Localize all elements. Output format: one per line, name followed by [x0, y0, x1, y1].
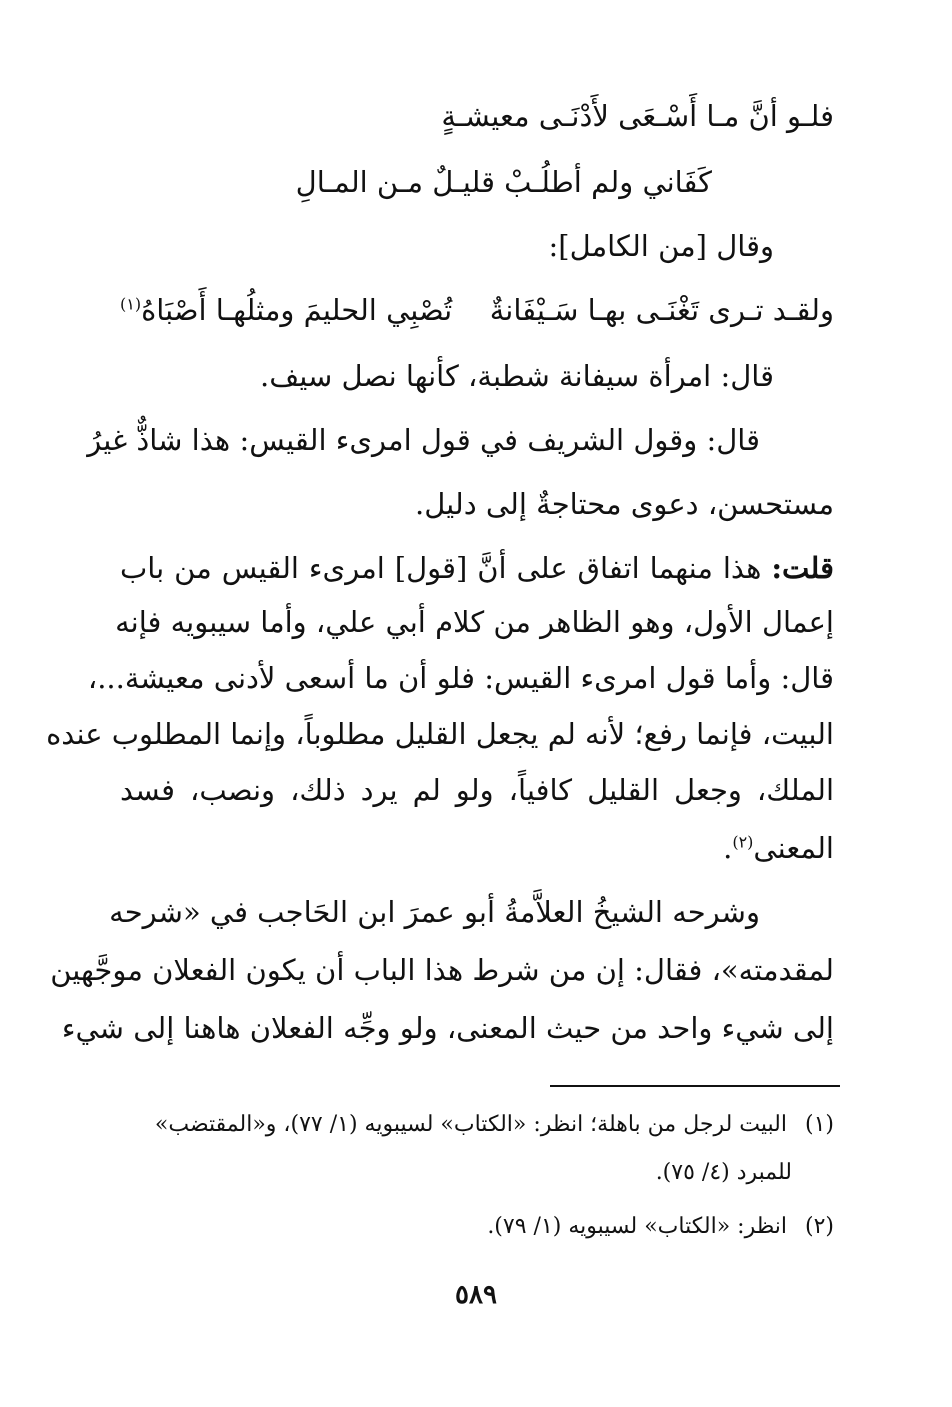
verse-line-1: فلـو أنَّ مـا أَسْـعَى لأَدْنَـى معيشـةٍ	[441, 99, 834, 133]
verse-hemistich-right: ولقـد تـرى تَغْنَـى بهـا سَـيْفَانةٌ	[489, 293, 834, 327]
body-line: البيت، فإنما رفع؛ لأنه لم يجعل القليل مطلوباً، وإنما المطلوب عنده	[46, 717, 834, 751]
footnote-ref-2: (٢)	[732, 832, 754, 852]
verse-hemistich-left-text: تُصْبِي الحليمَ ومثلُهـا أَصْبَاهُ	[141, 293, 453, 327]
footnote-number: (٢)	[804, 1214, 834, 1239]
footnote-separator	[550, 1085, 840, 1087]
verse-line-2: كَفَاني ولم أطلُـبْ قليـلٌ مـن المـالِ	[295, 165, 712, 199]
verse-hemistich-left	[120, 290, 452, 330]
footnote-ref-1: (١)	[120, 294, 142, 314]
body-line	[87, 420, 834, 460]
body-line	[109, 892, 834, 932]
verse-line-3	[120, 290, 834, 330]
body-line	[120, 548, 834, 588]
body-line-text: المعنى	[753, 831, 834, 865]
body-line-text: وشرحه الشيخُ العلاَّمةُ أبو عمرَ ابن الحَاجب في «شرحه	[109, 895, 760, 929]
body-line: إعمال الأول، وهو الظاهر من كلام أبي علي، وأما سيبويه فإنه	[115, 605, 834, 639]
body-line: قال: امرأة سيفانة شطبة، كأنها نصل سيف.	[260, 359, 774, 393]
qult-label: قلت:	[771, 551, 834, 585]
body-line: إلى شيء واحد من حيث المعنى، ولو وجِّه الفعلان هاهنا إلى شيء	[61, 1011, 834, 1045]
footnote-number: (١)	[804, 1112, 834, 1137]
footnote-text: البيت لرجل من باهلة؛ انظر: «الكتاب» لسيبويه (١/ ٧٧)، و«المقتضب»	[154, 1112, 787, 1137]
body-line-text: هذا منهما اتفاق على أنَّ [قول] امرىء القيس من باب	[120, 551, 772, 585]
body-line	[120, 828, 834, 868]
page-number: ٥٨٩	[455, 1280, 497, 1310]
body-line: لمقدمته»، فقال: إن من شرط هذا الباب أن يكون الفعلان موجَّهين	[50, 953, 834, 987]
footnote-1	[114, 1110, 834, 1140]
body-line-end: .	[723, 831, 733, 865]
body-line: مستحسن، دعوى محتاجةٌ إلى دليل.	[414, 487, 834, 521]
footnote-1-continued: للمبرد (٤/ ٧٥).	[655, 1160, 792, 1185]
footnote-2	[114, 1212, 834, 1242]
body-line-text: قال: وقول الشريف في قول امرىء القيس: هذا شاذٌّ غيرُ	[87, 423, 760, 457]
footnote-text: انظر: «الكتاب» لسيبويه (١/ ٧٩).	[487, 1214, 787, 1239]
meter-note: وقال [من الكامل]:	[548, 229, 774, 263]
body-line: قال: وأما قول امرىء القيس: فلو أن ما أسعى لأدنى معيشة...،	[87, 661, 834, 695]
body-line: الملك، وجعل القليل كافياً، ولو لم يرد ذلك، ونصب، فسد	[120, 773, 834, 807]
